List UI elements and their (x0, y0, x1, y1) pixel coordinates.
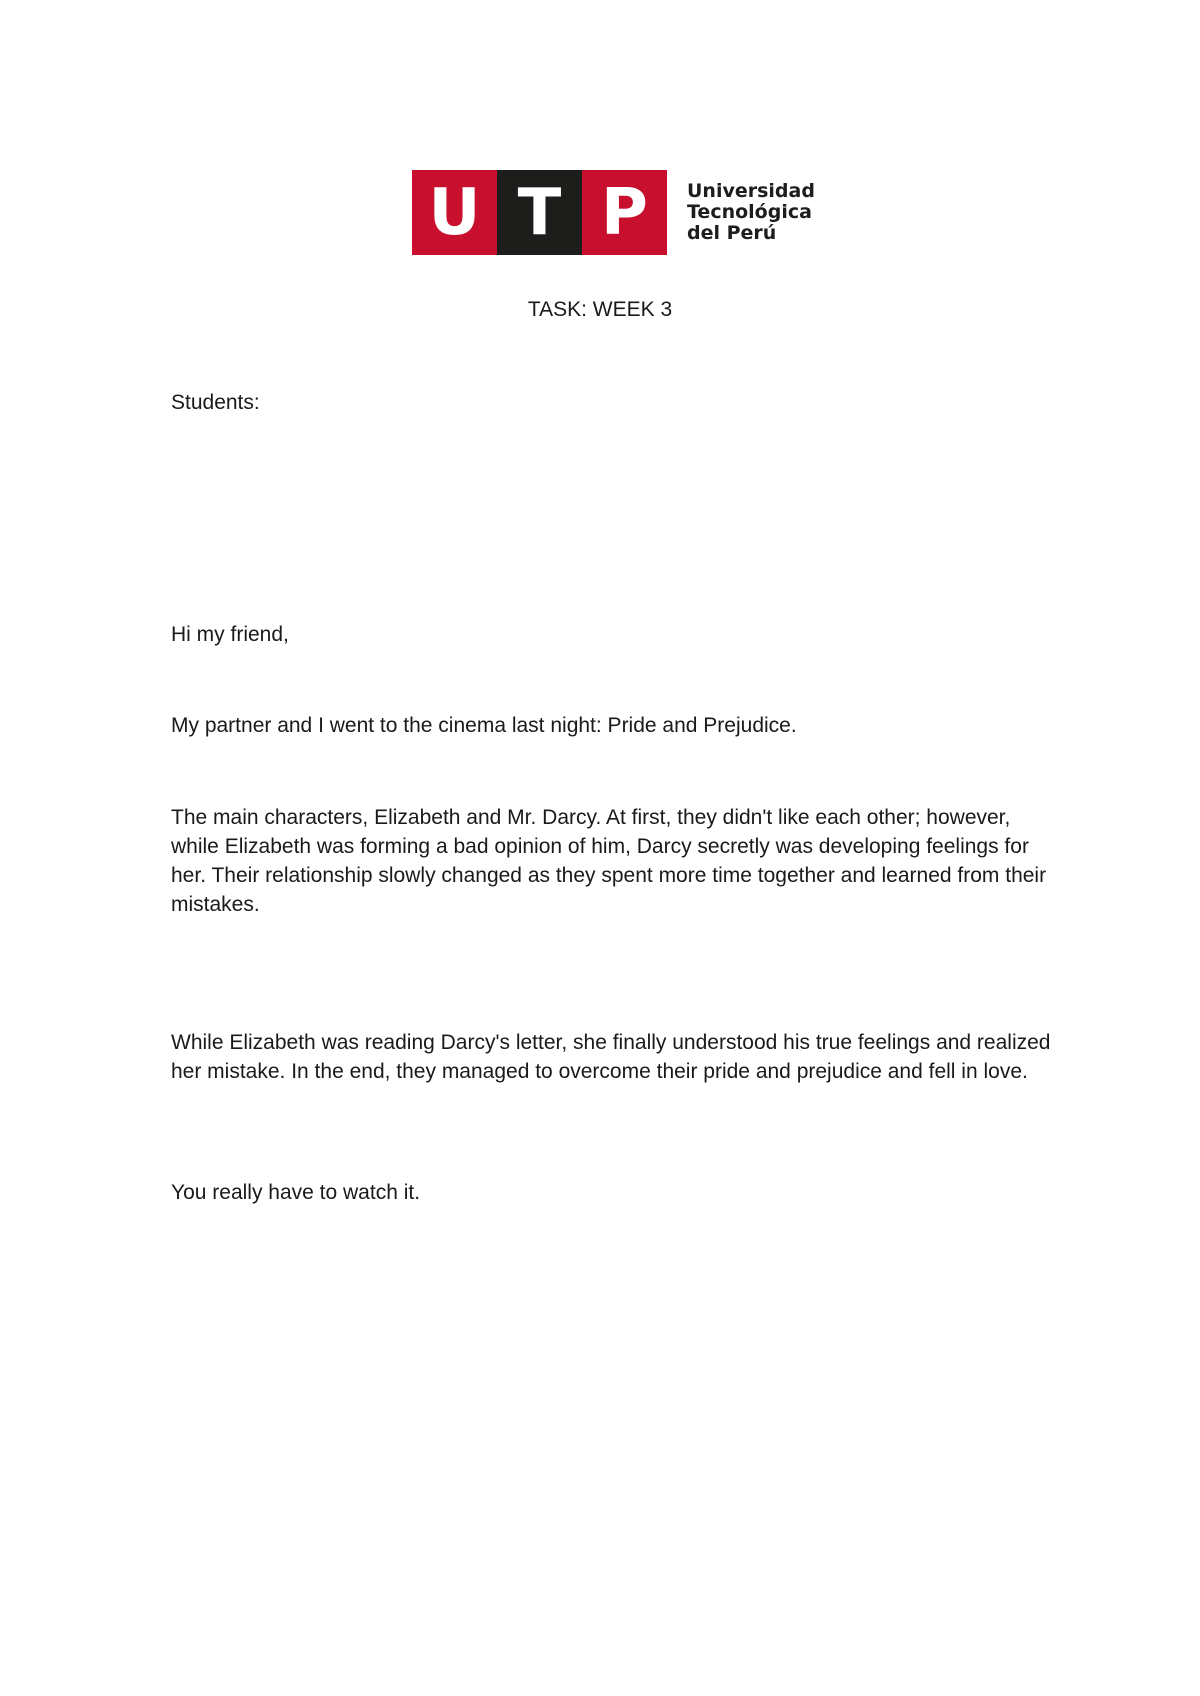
logo-name-line-3: del Perú (687, 222, 777, 244)
document-title: TASK: WEEK 3 (527, 298, 673, 321)
paragraph-4: You really have to watch it. (171, 1181, 421, 1204)
greeting: Hi my friend, (171, 623, 289, 646)
logo-university-name (687, 181, 815, 244)
paragraph-2: The main characters, Elizabeth and Mr. Darcy. At first, they didn't like each other; however, while Elizabeth was forming a bad opinion of him, Darcy secretly was developing feelings for her. Their relationship slowly changed as they spent more time together and learned from their mistakes. (171, 806, 1047, 916)
logo-letter-u: U (412, 170, 497, 255)
paragraph-1: My partner and I went to the cinema last night: Pride and Prejudice. (171, 714, 797, 737)
utp-logo (412, 170, 815, 255)
logo-letter-t: T (497, 170, 582, 255)
logo-letter-p: P (582, 170, 667, 255)
students-label: Students: (171, 391, 260, 414)
paragraph-3: While Elizabeth was reading Darcy's letter, she finally understood his true feelings and realized her mistake. In the end, they managed to overcome their pride and prejudice and fell in love. (171, 1031, 1051, 1083)
logo-name-line-2: Tecnológica (687, 201, 812, 223)
logo-name-line-1: Universidad (687, 180, 815, 202)
